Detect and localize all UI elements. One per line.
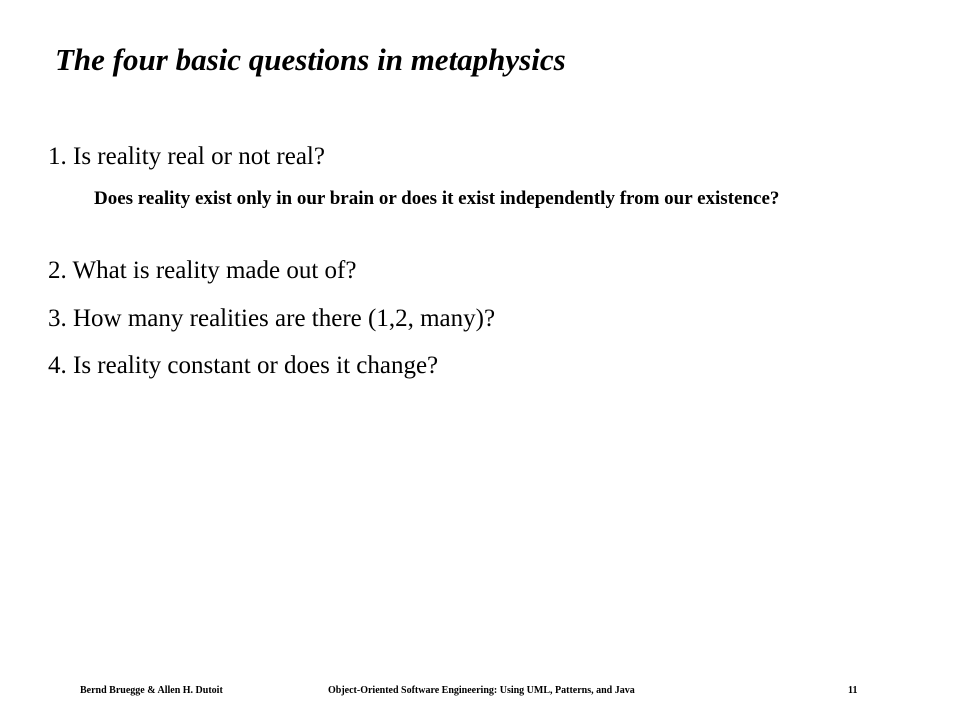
footer-book-title: Object-Oriented Software Engineering: Using UML, Patterns, and Java — [328, 685, 635, 696]
footer-authors: Bernd Bruegge & Allen H. Dutoit — [80, 685, 223, 696]
footer-page-number: 11 — [848, 685, 858, 696]
question-1-subpoint: Does reality exist only in our brain or does it exist independently from our existence? — [94, 188, 780, 209]
question-1: 1. Is reality real or not real? — [48, 143, 325, 170]
question-3: 3. How many realities are there (1,2, many)? — [48, 305, 496, 332]
question-4: 4. Is reality constant or does it change? — [48, 352, 439, 379]
slide-title: The four basic questions in metaphysics — [55, 42, 566, 77]
question-2: 2. What is reality made out of? — [48, 257, 357, 284]
